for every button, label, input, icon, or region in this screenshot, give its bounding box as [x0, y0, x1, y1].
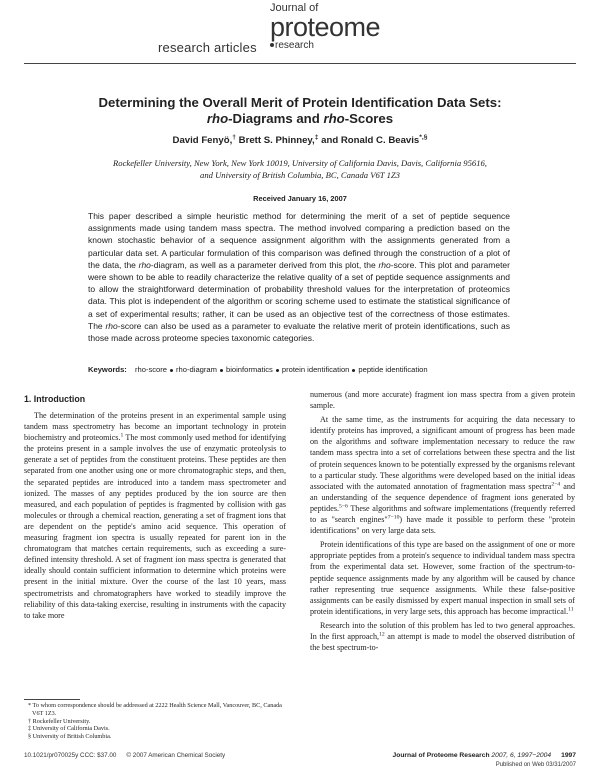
logo-dot-icon	[270, 43, 274, 47]
journal-logo	[270, 2, 410, 51]
left-column	[24, 410, 286, 621]
journal-logo-line1: Journal of	[270, 2, 319, 14]
keyword: peptide identification	[358, 365, 428, 374]
header-rule	[24, 63, 576, 64]
paragraph: The determination of the proteins present in an experimental sample using tandem mass spectrometry has become an important technology in protein biochemistry and proteomics.$^1$ The most commonly used method for identifying the proteins present in a sample involves the use of enzymatic proteolysis to generate a set of peptides from the constituent proteins. These peptides are then separated from one another using one or more chromatographic steps, and then, the separated peptides are introduced into a tandem mass spectrometer and ionized. The masses of any peptides produced by the ion source are then measured, and each population of peptides is fragmented by collision with gas molecules or through a chemical reaction, generating a set of fragment ions that are dependent on the peptide's amino acid sequence. This operation of measuring fragment ion spectra is usually repeated for parent ion in the chromatogram that matches certain requirements, such as exceeding a sure-defined intensity threshold. A set of fragment ion mass spectra is generated that ideally should contain sufficient information to determine which proteins were present in the initial mixture. Over the course of the last 10 years, mass spectrometrists and chromatographers have worked to steadily improve the reliability of this data-taking exercise, resulting in instruments with the capacity to take more	[24, 411, 287, 620]
author-3: and Ronald C. Beavis	[321, 135, 420, 146]
footer-citation: Journal of Proteome Research 2007, 6, 1997−2004 1997	[392, 752, 576, 759]
right-column	[310, 389, 575, 653]
journal-logo-line2: proteome	[270, 12, 381, 42]
title-line-2: rho-Diagrams and rho-Scores	[206, 111, 394, 126]
footnote-rule	[24, 699, 80, 700]
title-line-1: Determining the Overall Merit of Protein Identification Data Sets:	[98, 95, 502, 110]
journal-logo-line3: research	[270, 40, 410, 51]
keywords-label: Keywords:	[88, 365, 127, 374]
section-heading: 1. Introduction	[24, 394, 86, 404]
paragraph: Research into the solution of this problem has led to two general approaches. In the first approach,$^{12}$ an attempt is made to model the observed distribution of the best spectrum-to-	[310, 620, 575, 653]
page-number: 1997	[561, 752, 576, 759]
bullet-icon	[170, 369, 173, 372]
paragraph: Protein identifications of this type are based on the assignment of one or more appropriate peptides from a protein's sequence to individual tandem mass spectra from the experimental data set. However, some fraction of the spectrum-to-peptide sequence assignments made by any algorithm will be caused by chance rather representing true sequence assignments. While these false-positive assignments can be easily dismissed by expert manual inspection in small sets of protein identifications, in very large sets, this approach has become impractical.$^{11}$	[310, 540, 575, 616]
footer-web-date: Published on Web 03/31/2007	[495, 762, 576, 768]
author-list: David Fenyö,† Brett S. Phinney,‡ and Ronald C. Beavis*,§	[172, 133, 428, 146]
paragraph: At the same time, as the instruments for acquiring the data necessary to identify proteins has improved, a significant amount of progress has been made on the algorithms and software implementation necessary to reduce the raw tandem mass spectra into a set of correlations between these spectra and the list of protein sequences known to be potentially expressed by the organisms relevant to a particular study. These algorithms were developed based on the initial ideas associated with the automated annotation of fragmentation mass spectra$^{2-4}$ and an understanding of the sequence dependence of fragment ions generated by peptides.$^{5-6}$ These algorithms and software implementations (frequently referred to as "search engines"$^{7-10}$) have made it possible to perform these "protein identifications" on very large data sets.	[310, 415, 575, 536]
affiliations: Rockefeller University, New York, New York 10019, University of California Davis, Davis, California 95616, and University of British Columbia, BC, Canada V6T 1Z3	[113, 158, 487, 180]
bullet-icon	[276, 369, 279, 372]
article-title	[40, 95, 560, 127]
author-1: David Fenyö,	[172, 135, 233, 146]
keyword: bioinformatics	[225, 365, 273, 374]
bullet-icon	[220, 369, 223, 372]
keywords	[88, 365, 510, 374]
received-date: Received January 16, 2007	[253, 194, 347, 203]
paragraph: numerous (and more accurate) fragment ion mass spectra from a given protein sample.	[310, 390, 575, 411]
footnotes: * To whom correspondence should be addressed at 2222 Health Science Mall, Vancouver, BC, Canada V6T 1Z3. † Rockefeller University. ‡ University of California Davis. § University of British Columbia.	[28, 702, 282, 741]
keyword: rho-score	[134, 365, 168, 374]
bullet-icon	[352, 369, 355, 372]
footer-doi: 10.1021/pr070025y CCC: $37.00 © 2007 American Chemical Society	[24, 752, 226, 759]
keyword: rho-diagram	[176, 365, 217, 374]
section-label: research articles	[158, 40, 257, 55]
abstract: This paper described a simple heuristic method for determining the merit of a set of peptide sequence assignments made using tandem mass spectra. The method involved comparing a prediction based on the known stochastic behavior of a sequence assignment algorithm with the assignments generated from a particular data set. A particular formulation of this comparison was defined through the construction of a plot of the data, the rho-diagram, as well as a parameter derived from this plot, the rho-score. This plot and parameter were shown to be able to readily characterize the relative quality of a set of peptide sequence assignments and to allow the straightforward determination of probability threshold values for the interpretation of proteomics data. This plot is independent of the algorithm or scoring scheme used to estimate the statistical significance of a set of experimental results; rather, it can be used as an objective test of the correctness of those estimates. The rho-score can also be used as a parameter to evaluate the relative merit of protein identifications, such as those made across proteome species taxonomic categories.	[88, 211, 510, 344]
keyword: protein identification	[281, 365, 350, 374]
author-2: Brett S. Phinney,	[238, 135, 315, 146]
